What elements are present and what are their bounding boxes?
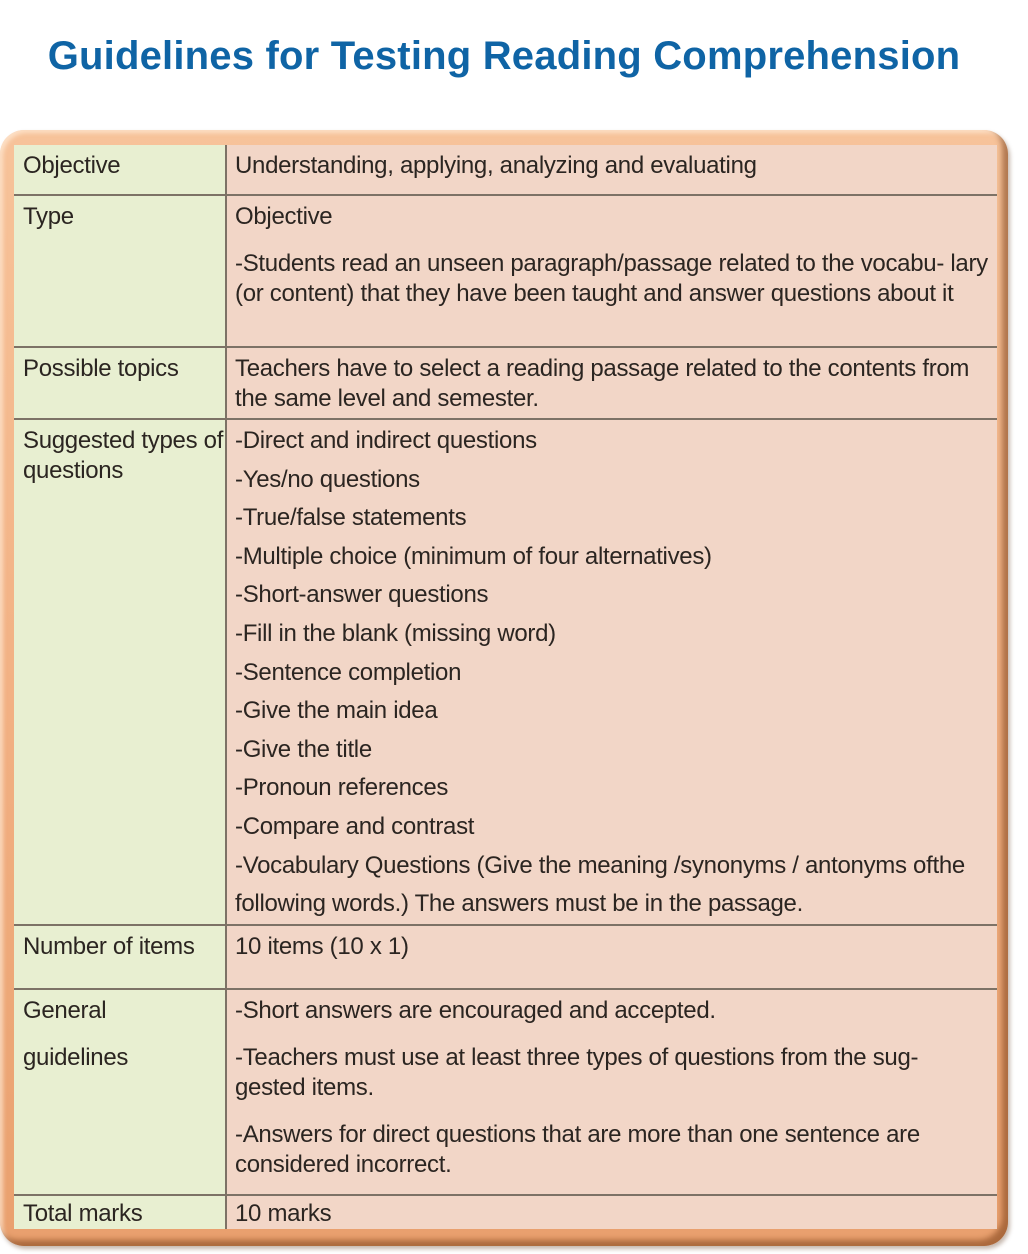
label-text: Objective — [23, 152, 121, 179]
question-type-item: -Sentence completion — [235, 658, 462, 686]
row-content — [226, 1195, 997, 1229]
table-row-possible-topics — [14, 347, 997, 419]
row-label — [14, 989, 226, 1195]
content-text: 10 marks — [235, 1199, 332, 1227]
label-text: Type — [23, 203, 74, 230]
row-label — [14, 145, 226, 195]
content-text: Teachers have to select a reading passage related to the contents from the same level and semester. — [235, 355, 970, 412]
table-row-total-marks — [14, 1195, 997, 1229]
row-content — [226, 347, 997, 419]
row-label — [14, 925, 226, 989]
page-title: Guidelines for Testing Reading Comprehension — [47, 34, 961, 78]
row-label — [14, 419, 226, 925]
content-text: -Students read an unseen paragraph/passage related to the vocabu- lary (or content) that they have been taught and answer questions about it — [235, 250, 988, 307]
row-content — [226, 925, 997, 989]
row-content — [226, 195, 997, 347]
table-row-number-of-items — [14, 925, 997, 989]
label-text: Possible topics — [23, 355, 179, 382]
row-content — [226, 145, 997, 195]
guideline-item: -Short answers are encouraged and accepted. — [235, 996, 716, 1024]
question-type-item: -Give the title — [235, 735, 372, 763]
label-text: General — [23, 996, 107, 1024]
guideline-item: -Answers for direct questions that are more than one sentence are considered incorrect. — [235, 1120, 920, 1178]
table-row-type — [14, 195, 997, 347]
question-type-item: -Vocabulary Questions (Give the meaning /synonyms / antonyms ofthe — [235, 851, 965, 879]
guideline-item: -Teachers must use at least three types of questions from the sug- gested items. — [235, 1043, 919, 1101]
label-text: Number of items — [23, 932, 195, 960]
row-label — [14, 195, 226, 347]
row-content — [226, 989, 997, 1195]
question-type-item: -Short-answer questions — [235, 581, 489, 609]
question-type-item: -Yes/no questions — [235, 465, 420, 493]
question-type-item: -Compare and contrast — [235, 812, 475, 840]
question-type-item: following words.) The answers must be in the passage. — [235, 890, 803, 918]
question-type-item: -True/false statements — [235, 504, 467, 532]
label-text: Suggested types of questions — [23, 427, 224, 484]
question-type-item: -Direct and indirect questions — [235, 427, 537, 454]
table-row-general-guidelines — [14, 989, 997, 1195]
label-text: guidelines — [23, 1043, 129, 1071]
question-type-item: -Multiple choice (minimum of four alternatives) — [235, 542, 712, 570]
row-content — [226, 419, 997, 925]
content-text: Understanding, applying, analyzing and evaluating — [235, 152, 757, 179]
row-label — [14, 347, 226, 419]
content-text: Objective — [235, 203, 333, 230]
table-row-suggested-types — [14, 419, 997, 925]
question-type-item: -Pronoun references — [235, 774, 449, 802]
guidelines-table — [14, 145, 997, 1229]
label-text: Total marks — [23, 1199, 143, 1227]
table-row-objective — [14, 145, 997, 195]
row-label — [14, 1195, 226, 1229]
question-type-item: -Give the main idea — [235, 697, 438, 725]
content-text: 10 items (10 x 1) — [235, 932, 409, 960]
question-type-item: -Fill in the blank (missing word) — [235, 619, 556, 647]
